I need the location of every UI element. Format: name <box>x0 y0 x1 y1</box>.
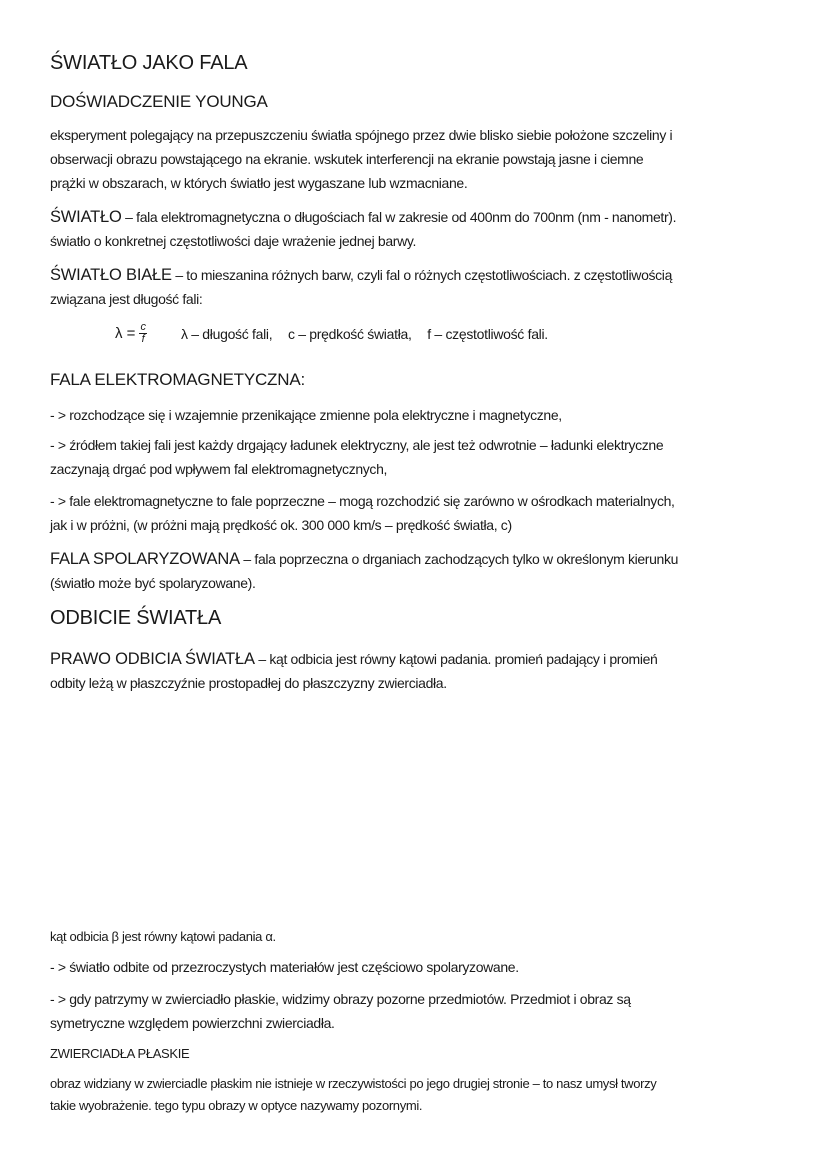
fala-spol-definition <box>50 547 678 595</box>
prawo-line-1: – kąt odbicia jest równy kątowi padania. promień padający i promień <box>254 651 658 667</box>
zwierciadla-line-1: obraz widziany w zwierciadle płaskim nie istnieje w rzeczywistości po jego drugiej stronie – to nasz umysł tworzy <box>50 1076 657 1091</box>
fala-em-bullet-1: - > rozchodzące się i wzajemnie przenikające zmienne pola elektryczne i magnetyczne, <box>50 407 562 423</box>
swiatlo-line-2: światło o konkretnej częstotliwości daje wrażenie jednej barwy. <box>50 233 416 249</box>
bullet-2-line-1: - > źródłem takiej fali jest każdy drgający ładunek elektryczny, ale jest też odwrotnie – ładunki elektryczne <box>50 437 664 453</box>
swiatlo-line-1: – fala elektromagnetyczna o długościach fal w zakresie od 400nm do 700nm (nm - nanometr). <box>121 209 677 225</box>
swiatlo-biale-definition <box>50 263 672 311</box>
zwierciadla-heading: ZWIERCIADŁA PŁASKIE <box>50 1046 190 1061</box>
odbicie-bullet-2-line-2: symetryczne względem powierzchni zwierciadła. <box>50 1015 335 1031</box>
zwierciadla-paragraph <box>50 1073 656 1117</box>
formula-legend <box>181 326 560 342</box>
legend-f: f – częstotliwość fali. <box>427 325 548 342</box>
bullet-3-line-2: jak i w próżni, (w próżni mają prędkość ok. 300 000 km/s – prędkość światła, c) <box>50 517 512 533</box>
formula-numerator: c <box>140 321 146 333</box>
prawo-line-2: odbity leżą w płaszczyźnie prostopadłej do płaszczyzny zwierciadła. <box>50 675 447 691</box>
swiatlo-biale-line-2: związana jest długość fali: <box>50 291 203 307</box>
young-line-1: eksperyment polegający na przepuszczeniu światła spójnego przez dwie blisko siebie położone szczeliny i <box>50 127 673 143</box>
legend-c: c – prędkość światła, <box>287 325 412 342</box>
odbicie-bullet-1: - > światło odbite od przezroczystych materiałów jest częściowo spolaryzowane. <box>50 959 519 975</box>
young-line-2: obserwacji obrazu powstającego na ekranie. wskutek interferencji na ekranie powstają jasne i ciemne <box>50 151 644 167</box>
young-paragraph <box>50 123 672 195</box>
fala-spol-line-2: (światło może być spolaryzowane). <box>50 575 256 591</box>
fala-em-heading: FALA ELEKTROMAGNETYCZNA: <box>50 370 305 389</box>
odbicie-heading: ODBICIE ŚWIATŁA <box>50 607 222 629</box>
swiatlo-biale-term: ŚWIATŁO BIAŁE <box>50 266 172 284</box>
formula-fraction <box>139 322 147 345</box>
zwierciadla-line-2: takie wyobrażenie. tego typu obrazy w optyce nazywamy pozornymi. <box>50 1098 423 1113</box>
formula-denominator: f <box>141 333 145 345</box>
fala-em-bullet-2 <box>50 433 663 481</box>
swiatlo-biale-line-1: – to mieszanina różnych barw, czyli fal o różnych częstotliwościach. z częstotliwością <box>171 267 673 283</box>
angle-note: kąt odbicia β jest równy kątowi padania α. <box>50 929 276 944</box>
odbicie-bullet-2-line-1: - > gdy patrzymy w zwierciadło płaskie, widzimy obrazy pozorne przedmiotów. Przedmiot i obraz są <box>50 991 631 1007</box>
formula-lhs: λ = <box>115 325 136 342</box>
swiatlo-definition <box>50 205 676 253</box>
fala-em-bullet-3 <box>50 489 675 537</box>
young-heading: DOŚWIADCZENIE YOUNGA <box>50 92 268 111</box>
legend-lambda: λ – długość fali, <box>180 325 273 342</box>
prawo-odbicia <box>50 647 658 695</box>
swiatlo-term: ŚWIATŁO <box>50 208 122 226</box>
young-line-3: prążki w obszarach, w których światło jest wygaszane lub wzmacniane. <box>50 175 468 191</box>
prawo-term: PRAWO ODBICIA ŚWIATŁA <box>50 650 255 668</box>
wavelength-formula <box>115 322 560 345</box>
odbicie-bullet-2 <box>50 987 631 1035</box>
fala-spol-line-1: – fala poprzeczna o drganiach zachodzących tylko w określonym kierunku <box>239 551 679 567</box>
bullet-2-line-2: zaczynają drgać pod wpływem fal elektromagnetycznych, <box>50 461 388 477</box>
page-title: ŚWIATŁO JAKO FALA <box>50 52 248 74</box>
fala-spol-term: FALA SPOLARYZOWANA <box>50 550 240 568</box>
bullet-3-line-1: - > fale elektromagnetyczne to fale poprzeczne – mogą rozchodzić się zarówno w ośrodkach materialnych, <box>50 493 675 509</box>
